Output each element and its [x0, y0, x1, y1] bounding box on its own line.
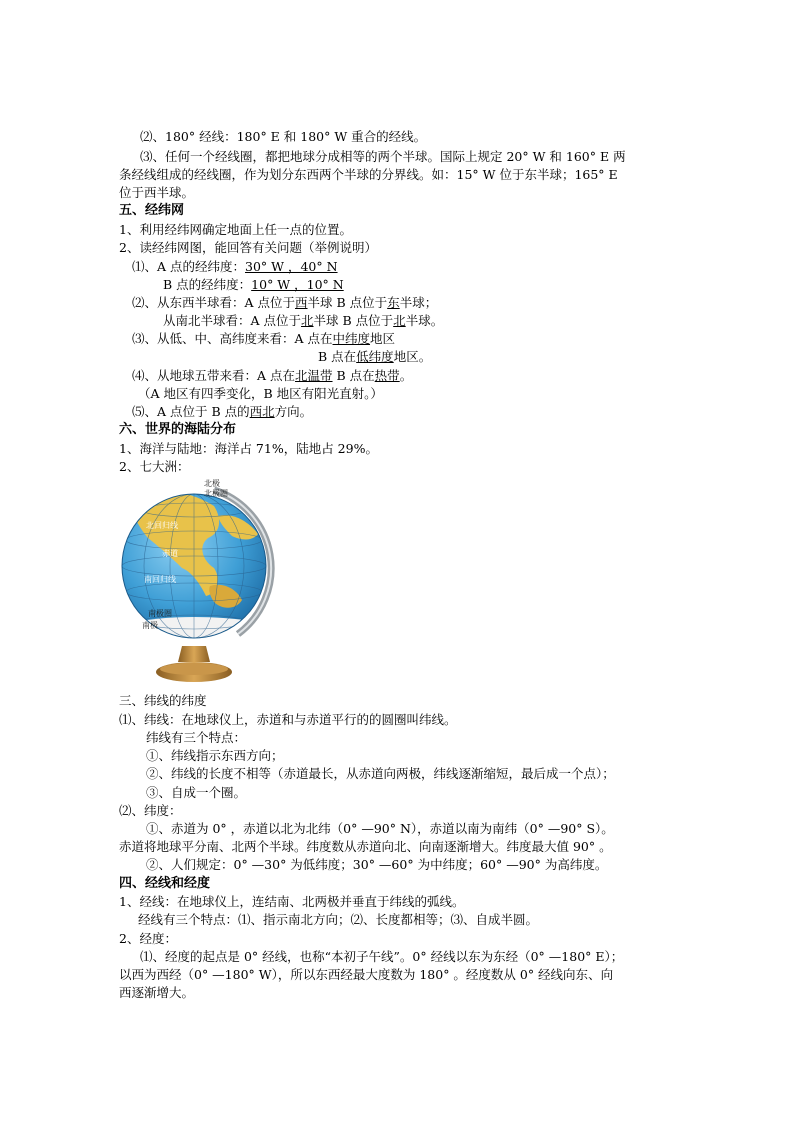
answer-text: 热带: [374, 368, 400, 383]
globe-illustration: [118, 476, 280, 686]
section-heading: 四、经线和经度: [119, 876, 211, 891]
text-line: [132, 258, 338, 276]
text-line: 赤道将地球平分南、北两个半球。纬度数从赤道向北、向南逐渐增大。纬度最大值 90° 。: [119, 839, 612, 854]
text-span: ⑴、A 点的经纬度：: [132, 259, 246, 274]
text-span: ⑸、A 点位于 B 点的: [132, 404, 250, 419]
text-line: ⑴、经度的起点是 0° 经线，也称“本初子午线”。0° 经线以东为东经（0° —180° E）；: [140, 949, 624, 964]
text-line: [163, 312, 443, 330]
section-heading: 六、世界的海陆分布: [119, 422, 237, 437]
text-span: 。: [399, 368, 413, 383]
text-line: 2、七大洲：: [119, 459, 190, 474]
answer-text: 30° W ，40° N: [245, 259, 338, 274]
globe-icon: [118, 476, 280, 686]
text-span: ⑵、从东西半球看：A 点位于: [132, 295, 296, 310]
text-line: 纬线有三个特点：: [146, 730, 247, 745]
globe-label: 南回归线: [144, 575, 176, 584]
text-line: 1、经线：在地球仪上，连结南、北两极并垂直于纬线的弧线。: [119, 894, 465, 909]
section-heading: 三、纬线的纬度: [119, 693, 207, 708]
answer-text: 北: [393, 313, 406, 328]
text-span: B 点在: [318, 349, 357, 364]
section-heading: 五、经纬网: [119, 203, 185, 218]
text-span: 半球；: [399, 295, 438, 310]
text-span: ⑷、从地球五带来看：A 点在: [132, 368, 296, 383]
text-line: [132, 330, 395, 348]
globe-label: 北回归线: [146, 521, 178, 530]
answer-text: 西: [295, 295, 308, 310]
text-line: 西逐渐增大。: [119, 985, 195, 1000]
text-span: 半球 B 点位于: [313, 313, 394, 328]
globe-label: 南极圈: [148, 609, 172, 618]
globe-label: 北极圈: [204, 489, 228, 498]
text-span: 半球。: [405, 313, 444, 328]
text-span: 方向。: [274, 404, 313, 419]
text-line: ②、纬线的长度不相等（赤道最长，从赤道向两极，纬线逐渐缩短，最后成一个点）；: [146, 766, 615, 781]
text-line: 1、海洋与陆地：海洋占 71%，陆地占 29%。: [119, 441, 378, 456]
text-line: ①、纬线指示东西方向；: [146, 748, 284, 763]
globe-label: 赤道: [162, 549, 178, 558]
answer-text: 北温带: [295, 368, 333, 383]
text-span: B 点在: [332, 368, 375, 383]
text-line: 2、经度：: [119, 931, 177, 946]
text-line: 以西为西经（0° —180° W），所以东西经最大度数为 180° 。经度数从 0° 经线向东、向: [119, 967, 614, 982]
answer-text: 10° W ，10° N: [251, 277, 344, 292]
text-span: ⑶、从低、中、高纬度来看：A 点在: [132, 331, 333, 346]
globe-label: 南极: [142, 621, 158, 630]
text-span: 地区: [370, 331, 396, 346]
text-span: 半球 B 点位于: [307, 295, 388, 310]
text-line: [132, 294, 437, 312]
answer-text: 北: [301, 313, 314, 328]
text-line: [132, 403, 312, 421]
text-line: ⑴、纬线：在地球仪上，赤道和与赤道平行的的圆圈叫纬线。: [119, 712, 457, 727]
text-line: ②、人们规定：0° —30° 为低纬度；30° —60° 为中纬度；60° —90° 为高纬度。: [146, 857, 608, 872]
text-span: B 点的经纬度：: [163, 277, 252, 292]
answer-text: 西北: [249, 404, 275, 419]
text-span: 从南北半球看：A 点位于: [163, 313, 302, 328]
text-line: [163, 276, 344, 294]
answer-text: 低纬度: [356, 349, 394, 364]
answer-text: 东: [387, 295, 400, 310]
text-line: 1、利用经纬网确定地面上任一点的位置。: [119, 222, 352, 237]
text-line: 条经线组成的经线圈，作为划分东西两个半球的分界线。如：15° W 位于东半球；165° E: [119, 167, 618, 182]
text-line: （A 地区有四季变化，B 地区有阳光直射。）: [138, 386, 383, 401]
text-line: 经线有三个特点：⑴、指示南北方向；⑵、长度都相等；⑶、自成半圆。: [138, 912, 539, 927]
text-line: ⑵、纬度：: [119, 803, 182, 818]
text-line: [132, 367, 412, 385]
text-line: 2、读经纬网图，能回答有关问题（举例说明）: [119, 240, 377, 255]
text-line: ①、赤道为 0° ，赤道以北为北纬（0° —90° N），赤道以南为南纬（0° —90° S）。: [146, 821, 614, 836]
text-line: ⑶、任何一个经线圈，都把地球分成相等的两个半球。国际上规定 20° W 和 160° E 两: [140, 149, 626, 164]
globe-label: 北极: [204, 479, 220, 488]
text-line: ⑵、180° 经线：180° E 和 180° W 重合的经线。: [140, 129, 427, 144]
text-line: [318, 348, 431, 366]
text-span: 地区。: [393, 349, 432, 364]
answer-text: 中纬度: [332, 331, 371, 346]
text-line: 位于西半球。: [119, 185, 195, 200]
text-line: ③、自成一个圈。: [146, 785, 247, 800]
